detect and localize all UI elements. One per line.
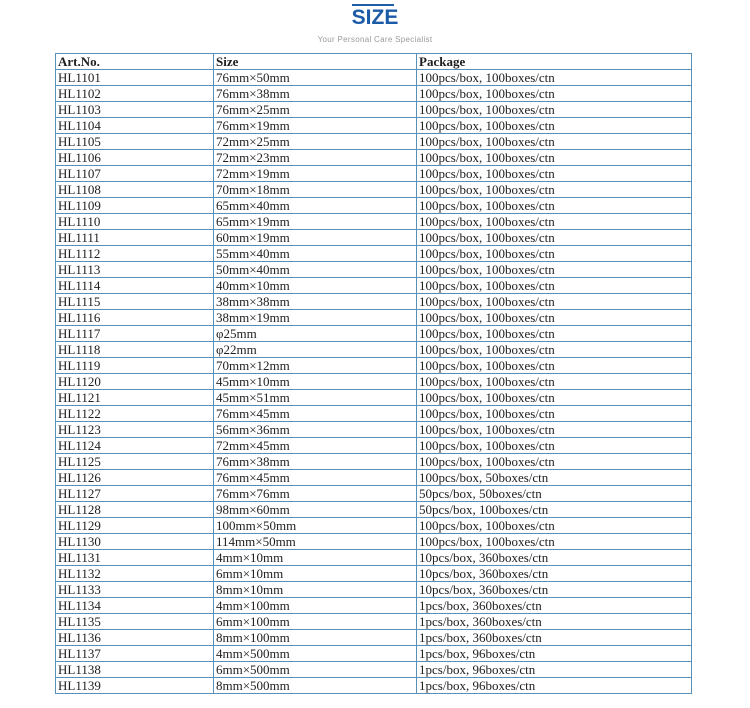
cell-size: 70mm×12mm — [214, 358, 417, 374]
table-row — [56, 214, 692, 230]
cell-package: 100pcs/box, 100boxes/ctn — [417, 358, 692, 374]
cell-art-no: HL1139 — [56, 678, 214, 694]
cell-size: φ22mm — [214, 342, 417, 358]
column-header-package: Package — [417, 54, 692, 70]
table-row — [56, 118, 692, 134]
table-row — [56, 582, 692, 598]
cell-art-no: HL1124 — [56, 438, 214, 454]
cell-art-no: HL1114 — [56, 278, 214, 294]
column-header-size: Size — [214, 54, 417, 70]
cell-art-no: HL1117 — [56, 326, 214, 342]
table-row — [56, 294, 692, 310]
cell-size: 72mm×19mm — [214, 166, 417, 182]
cell-size: 76mm×45mm — [214, 470, 417, 486]
cell-art-no: HL1128 — [56, 502, 214, 518]
cell-art-no: HL1129 — [56, 518, 214, 534]
cell-size: 98mm×60mm — [214, 502, 417, 518]
cell-package: 100pcs/box, 100boxes/ctn — [417, 214, 692, 230]
table-row — [56, 406, 692, 422]
page-subtitle: Your Personal Care Specialist — [317, 35, 433, 44]
cell-art-no: HL1137 — [56, 646, 214, 662]
table-row — [56, 326, 692, 342]
table-row — [56, 310, 692, 326]
table-row — [56, 614, 692, 630]
cell-art-no: HL1134 — [56, 598, 214, 614]
table-header-row — [56, 54, 692, 70]
cell-size: 40mm×10mm — [214, 278, 417, 294]
cell-package: 100pcs/box, 100boxes/ctn — [417, 406, 692, 422]
cell-size: 38mm×19mm — [214, 310, 417, 326]
table-row — [56, 278, 692, 294]
cell-package: 100pcs/box, 100boxes/ctn — [417, 246, 692, 262]
cell-size: 65mm×40mm — [214, 198, 417, 214]
cell-art-no: HL1113 — [56, 262, 214, 278]
cell-art-no: HL1102 — [56, 86, 214, 102]
cell-size: 76mm×19mm — [214, 118, 417, 134]
cell-package: 1pcs/box, 360boxes/ctn — [417, 614, 692, 630]
cell-size: 4mm×10mm — [214, 550, 417, 566]
table-row — [56, 678, 692, 694]
cell-size: 72mm×23mm — [214, 150, 417, 166]
cell-package: 100pcs/box, 100boxes/ctn — [417, 438, 692, 454]
cell-size: 114mm×50mm — [214, 534, 417, 550]
cell-art-no: HL1119 — [56, 358, 214, 374]
cell-package: 100pcs/box, 100boxes/ctn — [417, 134, 692, 150]
cell-size: 50mm×40mm — [214, 262, 417, 278]
cell-art-no: HL1118 — [56, 342, 214, 358]
cell-size: 8mm×10mm — [214, 582, 417, 598]
cell-package: 50pcs/box, 100boxes/ctn — [417, 502, 692, 518]
table-row — [56, 630, 692, 646]
cell-art-no: HL1109 — [56, 198, 214, 214]
table-row — [56, 342, 692, 358]
table-row — [56, 566, 692, 582]
table-row — [56, 502, 692, 518]
cell-package: 1pcs/box, 96boxes/ctn — [417, 646, 692, 662]
cell-package: 100pcs/box, 100boxes/ctn — [417, 518, 692, 534]
cell-art-no: HL1111 — [56, 230, 214, 246]
cell-art-no: HL1133 — [56, 582, 214, 598]
cell-size: 45mm×51mm — [214, 390, 417, 406]
cell-package: 100pcs/box, 100boxes/ctn — [417, 534, 692, 550]
column-header-art-no: Art.No. — [56, 54, 214, 70]
cell-package: 1pcs/box, 360boxes/ctn — [417, 630, 692, 646]
table-row — [56, 166, 692, 182]
cell-size: 72mm×45mm — [214, 438, 417, 454]
cell-art-no: HL1123 — [56, 422, 214, 438]
cell-package: 100pcs/box, 100boxes/ctn — [417, 166, 692, 182]
cell-package: 100pcs/box, 50boxes/ctn — [417, 470, 692, 486]
cell-package: 100pcs/box, 100boxes/ctn — [417, 342, 692, 358]
cell-art-no: HL1120 — [56, 374, 214, 390]
table-row — [56, 230, 692, 246]
table-row — [56, 134, 692, 150]
cell-size: 76mm×38mm — [214, 86, 417, 102]
cell-package: 100pcs/box, 100boxes/ctn — [417, 278, 692, 294]
table-body — [56, 70, 692, 694]
cell-art-no: HL1112 — [56, 246, 214, 262]
cell-art-no: HL1126 — [56, 470, 214, 486]
cell-art-no: HL1115 — [56, 294, 214, 310]
table-row — [56, 454, 692, 470]
cell-art-no: HL1107 — [56, 166, 214, 182]
table-row — [56, 534, 692, 550]
table-row — [56, 70, 692, 86]
cell-package: 100pcs/box, 100boxes/ctn — [417, 102, 692, 118]
table-row — [56, 102, 692, 118]
size-table — [55, 53, 692, 694]
cell-art-no: HL1127 — [56, 486, 214, 502]
cell-art-no: HL1104 — [56, 118, 214, 134]
table-row — [56, 246, 692, 262]
cell-package: 100pcs/box, 100boxes/ctn — [417, 326, 692, 342]
table-row — [56, 518, 692, 534]
cell-package: 100pcs/box, 100boxes/ctn — [417, 70, 692, 86]
table-row — [56, 422, 692, 438]
cell-art-no: HL1125 — [56, 454, 214, 470]
cell-size: 6mm×10mm — [214, 566, 417, 582]
cell-package: 10pcs/box, 360boxes/ctn — [417, 582, 692, 598]
cell-package: 100pcs/box, 100boxes/ctn — [417, 294, 692, 310]
cell-package: 100pcs/box, 100boxes/ctn — [417, 374, 692, 390]
cell-size: 8mm×100mm — [214, 630, 417, 646]
cell-package: 100pcs/box, 100boxes/ctn — [417, 454, 692, 470]
cell-package: 100pcs/box, 100boxes/ctn — [417, 118, 692, 134]
cell-size: 4mm×500mm — [214, 646, 417, 662]
table-row — [56, 358, 692, 374]
cell-size: 6mm×500mm — [214, 662, 417, 678]
cell-art-no: HL1130 — [56, 534, 214, 550]
cell-package: 50pcs/box, 50boxes/ctn — [417, 486, 692, 502]
table-row — [56, 182, 692, 198]
page-title: SIZE — [351, 6, 399, 29]
cell-size: 60mm×19mm — [214, 230, 417, 246]
table-row — [56, 86, 692, 102]
cell-size: 4mm×100mm — [214, 598, 417, 614]
cell-size: 45mm×10mm — [214, 374, 417, 390]
cell-size: 65mm×19mm — [214, 214, 417, 230]
cell-art-no: HL1136 — [56, 630, 214, 646]
cell-size: 38mm×38mm — [214, 294, 417, 310]
cell-package: 1pcs/box, 96boxes/ctn — [417, 678, 692, 694]
cell-package: 1pcs/box, 360boxes/ctn — [417, 598, 692, 614]
cell-package: 1pcs/box, 96boxes/ctn — [417, 662, 692, 678]
cell-art-no: HL1106 — [56, 150, 214, 166]
table-row — [56, 662, 692, 678]
cell-art-no: HL1116 — [56, 310, 214, 326]
table-row — [56, 550, 692, 566]
cell-size: 76mm×76mm — [214, 486, 417, 502]
cell-art-no: HL1101 — [56, 70, 214, 86]
table-row — [56, 438, 692, 454]
cell-size: 6mm×100mm — [214, 614, 417, 630]
cell-size: 76mm×38mm — [214, 454, 417, 470]
table-row — [56, 486, 692, 502]
cell-package: 100pcs/box, 100boxes/ctn — [417, 262, 692, 278]
table-row — [56, 198, 692, 214]
cell-art-no: HL1121 — [56, 390, 214, 406]
cell-size: 100mm×50mm — [214, 518, 417, 534]
cell-size: φ25mm — [214, 326, 417, 342]
table-row — [56, 646, 692, 662]
cell-size: 76mm×25mm — [214, 102, 417, 118]
cell-package: 100pcs/box, 100boxes/ctn — [417, 198, 692, 214]
cell-package: 100pcs/box, 100boxes/ctn — [417, 230, 692, 246]
cell-package: 100pcs/box, 100boxes/ctn — [417, 422, 692, 438]
cell-package: 10pcs/box, 360boxes/ctn — [417, 566, 692, 582]
cell-package: 100pcs/box, 100boxes/ctn — [417, 182, 692, 198]
cell-size: 70mm×18mm — [214, 182, 417, 198]
cell-art-no: HL1131 — [56, 550, 214, 566]
cell-art-no: HL1138 — [56, 662, 214, 678]
cell-size: 55mm×40mm — [214, 246, 417, 262]
cell-size: 72mm×25mm — [214, 134, 417, 150]
cell-package: 100pcs/box, 100boxes/ctn — [417, 390, 692, 406]
cell-art-no: HL1135 — [56, 614, 214, 630]
cell-art-no: HL1108 — [56, 182, 214, 198]
cell-size: 76mm×50mm — [214, 70, 417, 86]
cell-package: 100pcs/box, 100boxes/ctn — [417, 86, 692, 102]
table-row — [56, 374, 692, 390]
table-row — [56, 470, 692, 486]
table-row — [56, 262, 692, 278]
cell-art-no: HL1132 — [56, 566, 214, 582]
cell-art-no: HL1105 — [56, 134, 214, 150]
cell-package: 10pcs/box, 360boxes/ctn — [417, 550, 692, 566]
cell-size: 76mm×45mm — [214, 406, 417, 422]
cell-package: 100pcs/box, 100boxes/ctn — [417, 310, 692, 326]
table-row — [56, 150, 692, 166]
cell-size: 56mm×36mm — [214, 422, 417, 438]
cell-art-no: HL1122 — [56, 406, 214, 422]
cell-art-no: HL1103 — [56, 102, 214, 118]
cell-size: 8mm×500mm — [214, 678, 417, 694]
cell-package: 100pcs/box, 100boxes/ctn — [417, 150, 692, 166]
table-row — [56, 598, 692, 614]
table-row — [56, 390, 692, 406]
cell-art-no: HL1110 — [56, 214, 214, 230]
